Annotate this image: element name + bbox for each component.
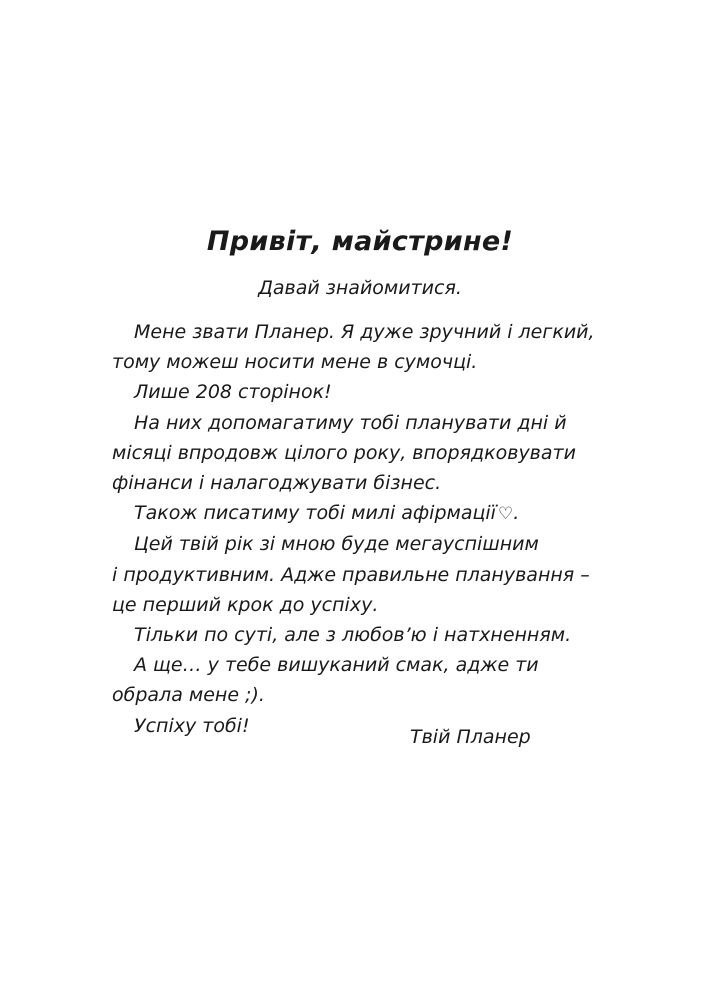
letter-line: місяці впродовж цілого року, впорядковувати [112,441,576,464]
letter-line: Тільки по суті, але з любов’ю і натхненням. [134,624,572,647]
letter-line: На них допомагатиму тобі планувати дні й [134,411,567,434]
letter-line: і продуктивним. Адже правильне планування – [112,563,590,586]
letter-body [112,317,612,741]
letter-line: Мене звати Планер. Я дуже зручний і легкий, [134,321,595,343]
letter-line: А ще… у тебе вишуканий смак, адже ти [134,654,539,677]
letter-line: тому можеш носити мене в сумочці. [112,351,478,374]
letter-line: обрала мене ;). [112,684,265,707]
letter-subtitle: Давай знайомитися. [258,277,462,299]
heart-icon: ♡ [497,504,514,525]
letter-line: Лише 208 сторінок! [134,381,332,404]
letter-line-suffix: . [513,502,520,525]
letter-line: Цей твій рік зі мною буде мегауспішним [134,533,539,556]
letter-title: Привіт, майстрине! [206,226,514,257]
letter-line: Успіху тобі! [134,714,250,737]
letter-line-text: Також писатиму тобі милі афірмації [134,502,496,525]
letter-line: фінанси і налагоджувати бізнес. [112,472,442,495]
letter-signature: Твій Планер [410,726,531,748]
letter-line-affirmations [112,498,612,529]
letter-line: це перший крок до успіху. [112,593,379,616]
